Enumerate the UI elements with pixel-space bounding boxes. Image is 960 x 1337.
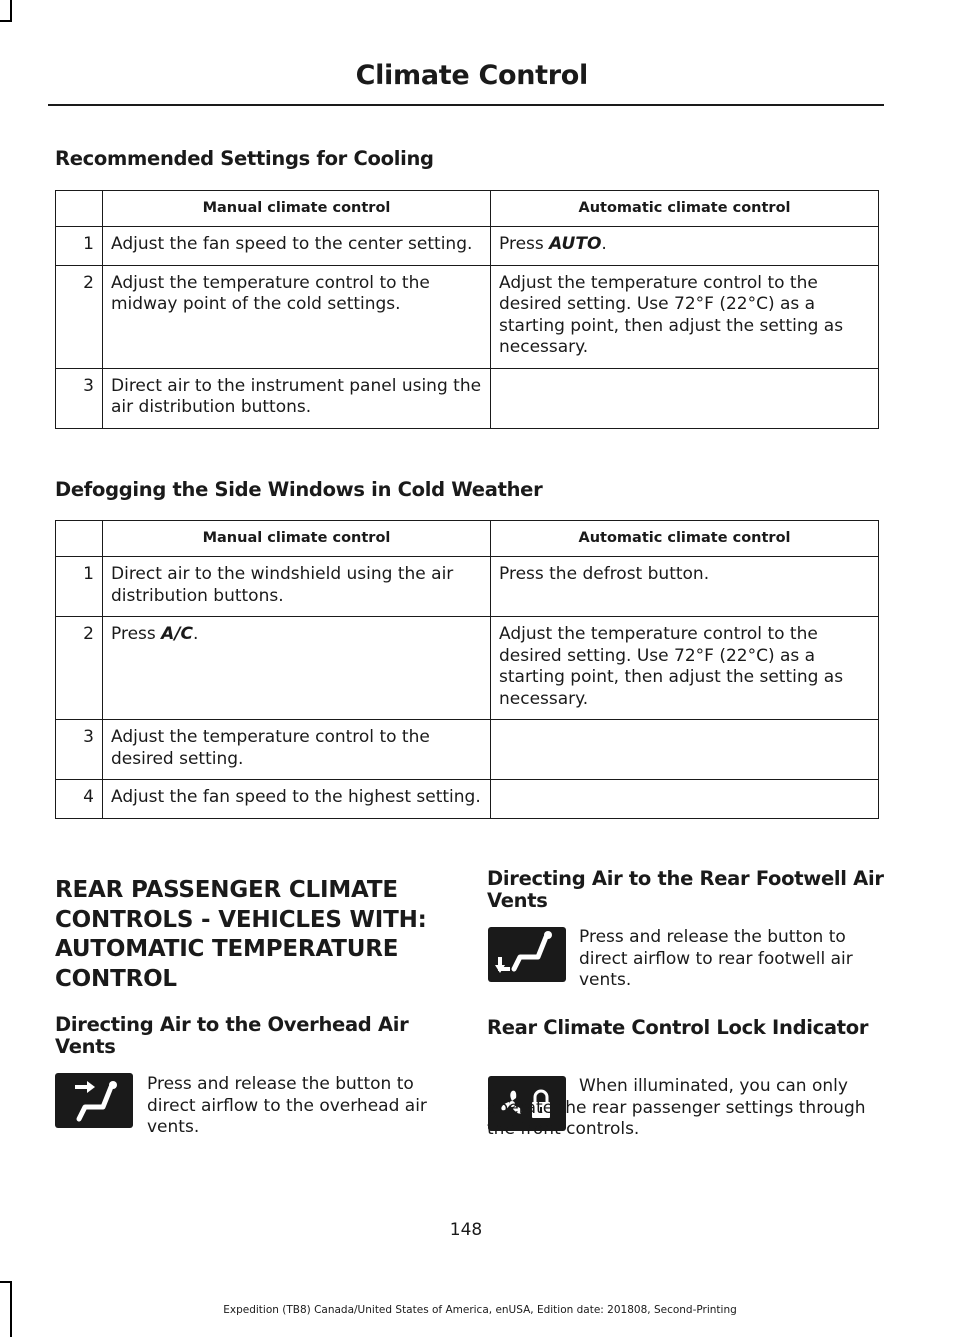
column-header-automatic: Automatic climate control bbox=[491, 191, 879, 227]
manual-step: Adjust the fan speed to the highest setting. bbox=[103, 780, 491, 819]
step-number: 1 bbox=[56, 227, 103, 266]
table-row bbox=[56, 227, 879, 266]
crop-mark-top-left-h bbox=[0, 20, 12, 22]
manual-step: Adjust the temperature control to the midway point of the cold settings. bbox=[103, 265, 491, 368]
overhead-vents-text: Press and release the button to direct airflow to the overhead air vents. bbox=[147, 1074, 427, 1137]
rear-climate-heading: REAR PASSENGER CLIMATE CONTROLS - VEHICLES WITH: AUTOMATIC TEMPERATURE CONTROL bbox=[55, 877, 427, 992]
overhead-vent-icon bbox=[55, 1073, 133, 1128]
automatic-step: Adjust the temperature control to the desired setting. Use 72°F (22°C) as a starting point, then adjust the setting as necessary. bbox=[491, 265, 879, 368]
automatic-step: Press the defrost button. bbox=[491, 557, 879, 617]
footwell-vents-heading: Directing Air to the Rear Footwell Air Vents bbox=[487, 867, 884, 912]
column-header-number bbox=[56, 191, 103, 227]
defog-heading: Defogging the Side Windows in Cold Weather bbox=[55, 478, 543, 501]
column-header-manual: Manual climate control bbox=[103, 191, 491, 227]
lock-indicator-text: When illuminated, you can only operate the rear passenger settings through the front controls. bbox=[487, 1076, 866, 1139]
column-header-automatic: Automatic climate control bbox=[491, 521, 879, 557]
table-row bbox=[56, 265, 879, 368]
crop-mark-top-left-v bbox=[10, 0, 12, 22]
step-number: 2 bbox=[56, 265, 103, 368]
column-header-manual: Manual climate control bbox=[103, 521, 491, 557]
cooling-table bbox=[55, 190, 879, 429]
table-row bbox=[56, 617, 879, 720]
table-row bbox=[56, 368, 879, 428]
page-number: 148 bbox=[449, 1220, 483, 1240]
manual-step: Direct air to the instrument panel using the air distribution buttons. bbox=[103, 368, 491, 428]
overhead-vents-heading: Directing Air to the Overhead Air Vents bbox=[55, 1013, 409, 1058]
footwell-vent-icon bbox=[488, 927, 566, 982]
automatic-step bbox=[491, 368, 879, 428]
step-number: 4 bbox=[56, 780, 103, 819]
table-row bbox=[56, 780, 879, 819]
defog-table bbox=[55, 520, 879, 819]
column-header-number bbox=[56, 521, 103, 557]
page-header-title: Climate Control bbox=[355, 60, 588, 91]
step-number: 3 bbox=[56, 720, 103, 780]
manual-step: Adjust the fan speed to the center setting. bbox=[103, 227, 491, 266]
cooling-heading: Recommended Settings for Cooling bbox=[55, 147, 434, 170]
table-header-row bbox=[56, 191, 879, 227]
crop-mark-bottom-left-h bbox=[0, 1281, 12, 1283]
step-number: 2 bbox=[56, 617, 103, 720]
auto-button-label: AUTO bbox=[549, 234, 602, 254]
manual-step: Press A/C. bbox=[103, 617, 491, 720]
automatic-step bbox=[491, 780, 879, 819]
header-rule bbox=[48, 104, 884, 106]
automatic-step: Press AUTO. bbox=[491, 227, 879, 266]
step-number: 3 bbox=[56, 368, 103, 428]
table-row bbox=[56, 720, 879, 780]
step-number: 1 bbox=[56, 557, 103, 617]
manual-step: Direct air to the windshield using the air distribution buttons. bbox=[103, 557, 491, 617]
ac-button-label: A/C bbox=[161, 624, 193, 644]
table-header-row bbox=[56, 521, 879, 557]
footwell-vents-text: Press and release the button to direct airflow to rear footwell air vents. bbox=[579, 927, 853, 990]
table-row bbox=[56, 557, 879, 617]
automatic-step bbox=[491, 720, 879, 780]
manual-step: Adjust the temperature control to the desired setting. bbox=[103, 720, 491, 780]
page-footer: Expedition (TB8) Canada/United States of America, enUSA, Edition date: 201808, Second-Printing bbox=[223, 1304, 737, 1316]
lock-indicator-heading: Rear Climate Control Lock Indicator bbox=[487, 1016, 869, 1039]
automatic-step: Adjust the temperature control to the desired setting. Use 72°F (22°C) as a starting point, then adjust the setting as necessary. bbox=[491, 617, 879, 720]
